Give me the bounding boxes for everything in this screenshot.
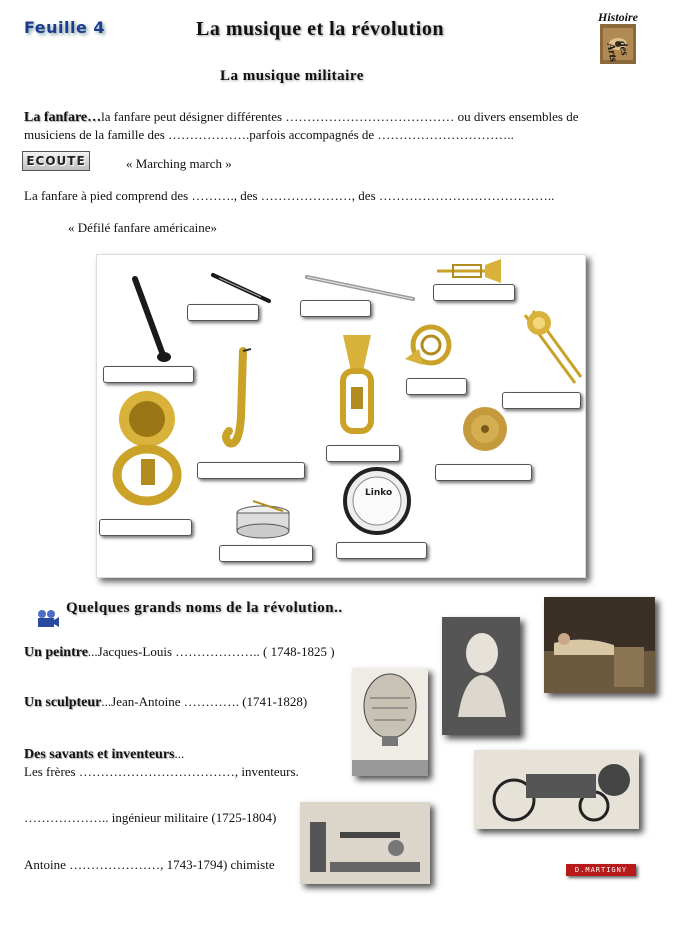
instruments-panel bbox=[96, 254, 586, 578]
death-of-marat-painting bbox=[544, 597, 655, 693]
answer-box-oboe[interactable] bbox=[187, 304, 259, 321]
french-horn-icon bbox=[401, 315, 465, 373]
answer-box-euphonium[interactable] bbox=[326, 445, 400, 462]
sculptor-line bbox=[24, 693, 307, 711]
section-title-revolution: Quelques grands noms de la révolution.. bbox=[66, 600, 343, 616]
fanfare-foot-line: La fanfare à pied comprend des ………., des …………………, des ………………………………….. bbox=[24, 188, 555, 203]
oboe-icon bbox=[209, 271, 275, 307]
page-title: La musique et la révolution bbox=[196, 18, 444, 40]
ecoute-button[interactable]: ECOUTE bbox=[22, 151, 90, 171]
cugnot-steam-wagon-engraving bbox=[474, 750, 639, 829]
bass-drum-icon bbox=[341, 465, 411, 537]
answer-box-flute[interactable] bbox=[300, 300, 371, 317]
clarinet-icon bbox=[129, 275, 173, 367]
fanfare-paragraph bbox=[24, 108, 624, 143]
trombone-icon bbox=[515, 305, 585, 389]
logo-text-des-arts: des Arts bbox=[604, 40, 631, 63]
logo-text-histoire: Histoire bbox=[598, 10, 639, 24]
sheet-label: Feuille 4 bbox=[24, 18, 106, 37]
scientists-dots: ... bbox=[174, 746, 185, 761]
fanfare-text-1: la fanfare peut désigner différentes ………………………………… ou divers ensembles de bbox=[101, 109, 579, 124]
answer-box-clarinet[interactable] bbox=[103, 366, 194, 383]
voltaire-bust-sculpture bbox=[442, 617, 520, 735]
painter-lead: Un peintre bbox=[24, 645, 88, 660]
lavoisier-laboratory-engraving bbox=[300, 802, 430, 884]
ecoute-piece: « Marching march » bbox=[126, 156, 232, 171]
answer-box-cymbal[interactable] bbox=[435, 464, 532, 481]
engineer-line: ……………….. ingénieur militaire (1725-1804) bbox=[24, 810, 277, 825]
scientists-block bbox=[24, 745, 299, 780]
answer-box-trumpet[interactable] bbox=[433, 284, 515, 301]
chemist-line: Antoine …………………, 1743-1794) chimiste bbox=[24, 857, 275, 872]
film-reel-icon bbox=[34, 608, 60, 630]
montgolfier-balloon-engraving bbox=[352, 668, 428, 776]
author-badge: D.MARTIGNY bbox=[566, 864, 636, 876]
painter-line bbox=[24, 643, 335, 661]
sousaphone-icon bbox=[111, 389, 185, 509]
answer-box-sousaphone[interactable] bbox=[99, 519, 192, 536]
svg-text:Linko: Linko bbox=[365, 488, 393, 498]
trumpet-icon bbox=[433, 257, 505, 285]
defile-piece: « Défilé fanfare américaine» bbox=[68, 220, 218, 235]
fanfare-lead: La fanfare… bbox=[24, 110, 102, 125]
sculptor-text: ...Jean-Antoine …………. (1741-1828) bbox=[101, 694, 308, 709]
snare-drum-icon bbox=[233, 499, 293, 543]
answer-box-french-horn[interactable] bbox=[406, 378, 467, 395]
sculptor-lead: Un sculpteur bbox=[24, 695, 102, 710]
painter-text: ...Jacques-Louis ……………….. ( 1748-1825 ) bbox=[87, 644, 335, 659]
answer-box-bass-drum[interactable] bbox=[336, 542, 427, 559]
answer-box-trombone[interactable] bbox=[502, 392, 581, 409]
saxophone-icon bbox=[221, 347, 261, 459]
cymbal-icon bbox=[459, 405, 511, 453]
answer-box-snare-drum[interactable] bbox=[219, 545, 313, 562]
brothers-text: Les frères ………………………………, inventeurs. bbox=[24, 764, 299, 779]
section-title-military: La musique militaire bbox=[220, 68, 364, 84]
histoire-des-arts-logo bbox=[598, 10, 654, 68]
scientists-lead: Des savants et inventeurs bbox=[24, 747, 175, 762]
fanfare-text-2: musiciens de la famille des ……………….parfois accompagnés de ………………………….. bbox=[24, 127, 514, 142]
answer-box-saxophone[interactable] bbox=[197, 462, 305, 479]
euphonium-icon bbox=[333, 331, 381, 441]
